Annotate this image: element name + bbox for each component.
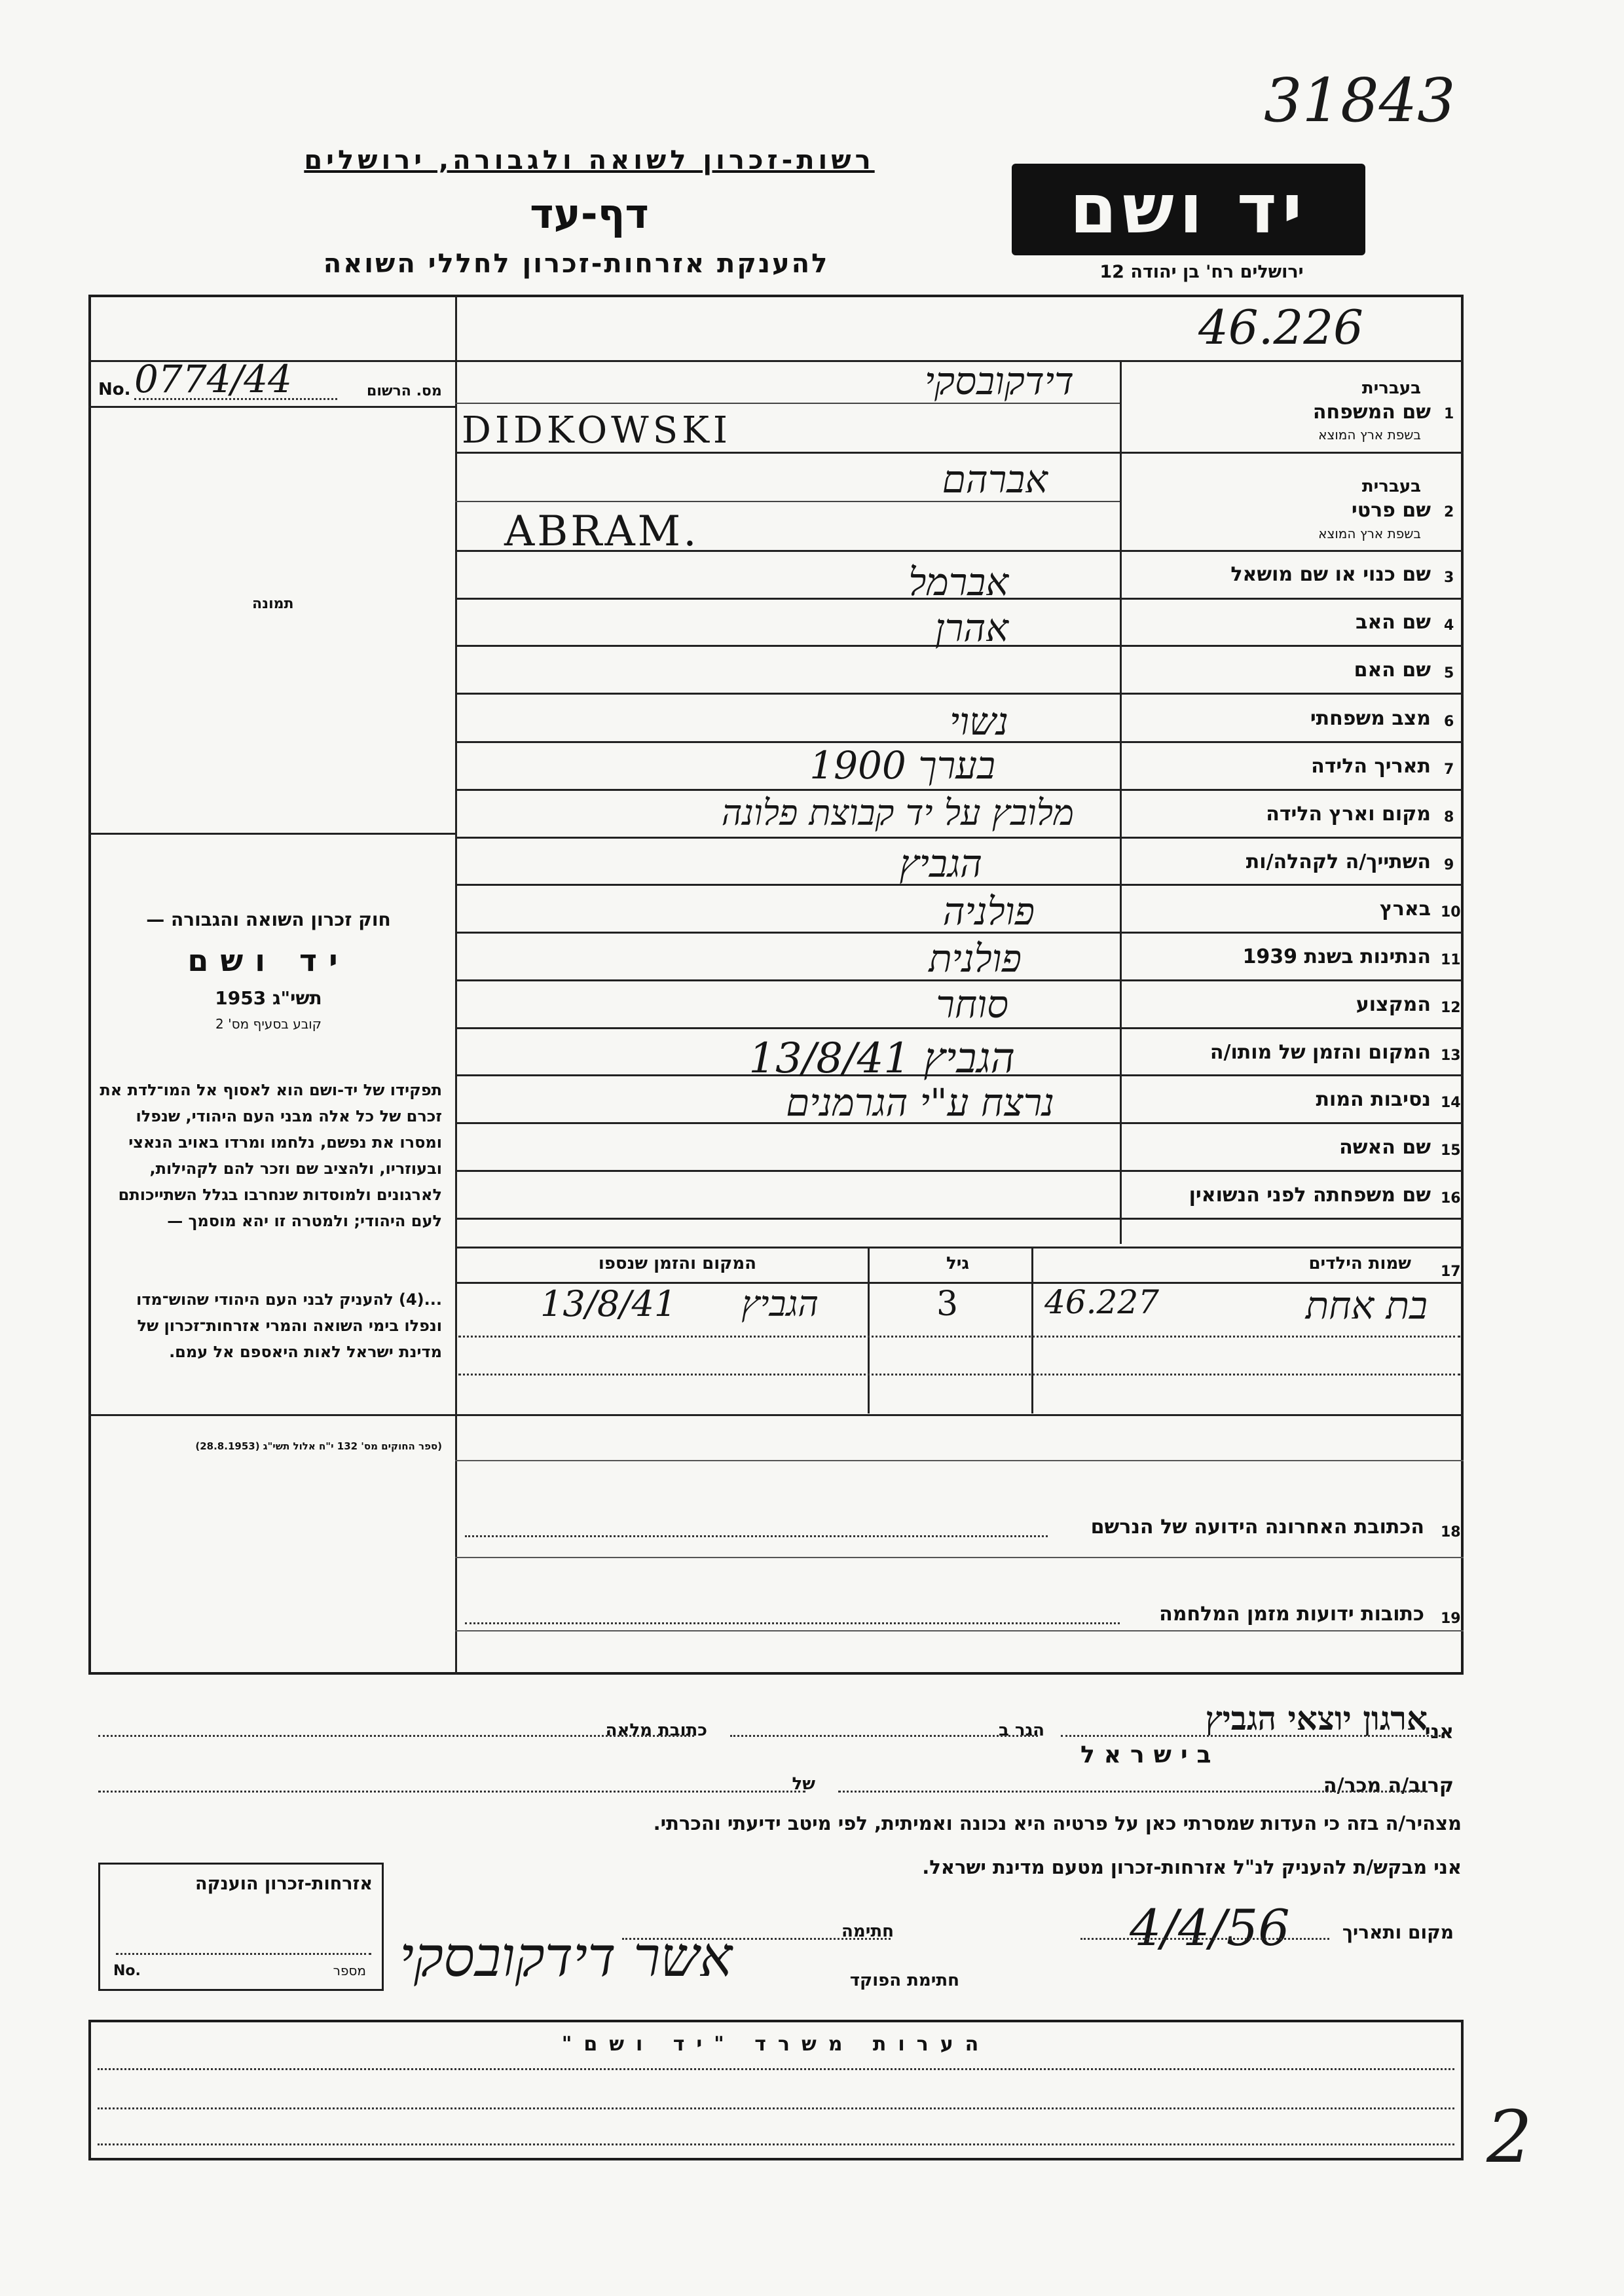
children-place-header: המקום והזמן שנספו [598,1254,756,1273]
field-1-sub-local: בשפת ארץ המוצא [1318,427,1421,443]
field-2-label: שם פרטי [1351,499,1431,522]
child-1-name: בת אחת [1305,1283,1428,1328]
file-number: 46.226 [1198,300,1363,355]
field-1-value-local: DIDKOWSKI [462,409,732,452]
field-8-label: מקום וארץ הלידה [1266,803,1431,826]
registration-label: מס. הרשום [367,383,442,399]
child-1-date: 13/8/41 [540,1283,677,1324]
field-6-number: 6 [1444,714,1454,730]
field-2-sub-local: בשפת ארץ המוצא [1318,526,1421,541]
form-title: דף-עד [530,190,649,238]
field-16-label: שם משפחתה לפני הנשואין [1189,1184,1431,1207]
full-address-label: כתובת מלאה [605,1721,707,1740]
field-4-label: שם האב [1356,611,1431,634]
place-date-label: מקום ותאריך [1342,1922,1454,1943]
field-14-label: נסיבות המות [1316,1088,1431,1111]
signature-label: חתימה [841,1922,894,1941]
officer-signature-label: חתימת הפוקד [849,1971,959,1990]
photo-label: תמונה [252,596,294,612]
field-12-number: 12 [1441,1000,1461,1016]
field-13-value: הגביץ 13/8/41 [748,1034,1015,1083]
field-11-number: 11 [1441,952,1461,968]
authority-name: רשות-זכרון לשואה ולגבורה, ירושלים [304,145,875,175]
field-3-label: שם כנוי או שם מושאל [1230,563,1431,586]
law-body-clause-4: ...(4) להעניק לבני העם היהודי שהוש־מדו ונפלו בימי השואה והמרי אזרחות־זכרון של מדינת ישראל לאות היאספם אל עמם. [136,1290,442,1361]
field-19-label: כתובות ידועות מזמן המלחמה [1159,1603,1424,1626]
declarant-name: ארגון יוצאי הגביץ [1205,1699,1428,1738]
field-18-label: הכתובת האחרונה הידועה של הנרשם [1090,1516,1424,1539]
field-1-label: שם המשפחה [1312,401,1431,424]
field-19-number: 19 [1441,1611,1461,1627]
children-names-header: שמות הילדים [1308,1254,1411,1273]
field-1-sub-he: בעברית [1361,378,1421,398]
field-17-number: 17 [1441,1264,1461,1280]
citizenship-title: אזרחות-זכרון הוענקה [195,1874,373,1894]
declaration-statement-2: אני מבקש/ת להעניק לנ"ל אזרחות-זכרון מטעם מדינת ישראל. [922,1856,1462,1878]
field-2-value-he: אברהם [942,457,1048,501]
child-1-number: 46.227 [1044,1283,1159,1321]
law-year: תשי"ג 1953 [215,987,322,1009]
field-4-value: אהרן [934,606,1008,650]
office-notes-box [88,2020,1464,2160]
field-7-number: 7 [1444,761,1454,778]
law-yad-vashem: יד ושם [187,943,350,978]
field-10-label: בארץ [1379,898,1431,920]
field-6-value: נשוי [950,699,1008,744]
field-12-value: סוחר [936,982,1008,1027]
field-15-label: שם האשה [1339,1136,1431,1159]
law-title: חוק זכרון השואה והגבורה — [146,909,391,930]
field-5-number: 5 [1444,665,1454,682]
field-9-label: השתייך/ה לקהלה/ות [1246,850,1431,873]
citizenship-no-label: No. [113,1963,141,1979]
field-11-value: פולנית [929,936,1022,981]
office-notes-title: הערות משרד "יד ושם" [561,2033,991,2056]
field-3-number: 3 [1444,570,1454,586]
children-age-header: גיל [946,1254,969,1273]
field-2-sub-he: בעברית [1361,477,1421,496]
logo-address: ירושלים רח' בן יהודה 12 [1099,262,1304,282]
field-13-label: המקום והזמן של מותו/ה [1209,1041,1431,1064]
field-7-value: בערך 1900 [809,743,995,788]
field-14-number: 14 [1441,1095,1461,1111]
field-10-number: 10 [1441,904,1461,920]
field-2-value-local: ABRAM. [504,507,699,556]
field-4-number: 4 [1444,617,1454,634]
field-9-value: הגביץ [899,841,982,886]
of-label: של [792,1774,815,1794]
lives-in-value: בישראל [1080,1741,1221,1768]
field-8-value: מלובץ על יד קבוצת פלונה [721,792,1074,833]
field-14-value: נרצח ע"י הגרמנים [786,1080,1054,1125]
page-number-mark: 2 [1486,2095,1532,2179]
field-16-number: 16 [1441,1190,1461,1207]
field-7-label: תאריך הלידה [1311,755,1431,778]
declaration-ani: אני [1424,1721,1454,1743]
field-18-number: 18 [1441,1524,1461,1540]
yad-vashem-logo [1012,164,1365,255]
relative-label: קרוב/ה מכר/ה [1323,1774,1454,1797]
field-12-label: המקצוע [1356,993,1431,1016]
logo-text: יד ושם [1069,169,1308,249]
registration-number: 0774/44 [134,357,292,401]
signature-value: אשר דידקובסקי [399,1925,733,1989]
field-15-number: 15 [1441,1142,1461,1159]
field-9-number: 9 [1444,857,1454,873]
form-subtitle: להענקת אזרחות-זכרון לחללי השואה [323,249,830,279]
place-date-value: 4/4/56 [1130,1899,1290,1957]
law-clause: קובע בסעיף מס' 2 [215,1016,322,1032]
field-8-number: 8 [1444,809,1454,826]
citizenship-box [98,1863,384,1991]
field-1-number: 1 [1444,406,1454,422]
field-1-value-he: דידקובסקי [924,359,1074,403]
field-3-value: אברמל [908,560,1008,604]
field-5-label: שם האם [1354,659,1431,682]
registration-no-prefix: No. [98,380,131,399]
archive-number: 31843 [1264,65,1456,136]
declaration-statement-1: מצהיר/ה בזה כי העדות שמסרתי כאן על פרטיה היא נכונה ואמיתית, לפי מיטב ידיעתי והכרתי. [653,1812,1462,1834]
citizenship-number-label: מספר [333,1963,366,1978]
field-6-label: מצב משפחתי [1310,707,1431,730]
field-13-number: 13 [1441,1048,1461,1064]
field-10-value: פולניה [942,889,1035,934]
law-reference: (ספר החוקים מס' 132 י"ח אלול תשי"ג (28.8.1953) [195,1440,442,1452]
child-1-place: הגביץ [741,1283,819,1324]
field-2-number: 2 [1444,504,1454,520]
lives-in-label: הגר ב [998,1721,1044,1740]
child-1-age: 3 [936,1285,959,1324]
field-11-label: הנתינות בשנת 1939 [1242,945,1431,968]
law-body: תפקידו של יד-ושם הוא לאסוף אל המו־לדת את זכרם של כל אלה מבני העם היהודי, שנפלו ומסרו את נפשם, נלחמו ומרדו באויב הנאצי ובעוזריו, ולהציב שם וזכר להם לקהילות, לארגונים ולמוסדות שנחרבו בגלל השתייכותם לעם היהודי; ולמטרה זו יהא מוסמך — [100,1081,442,1230]
